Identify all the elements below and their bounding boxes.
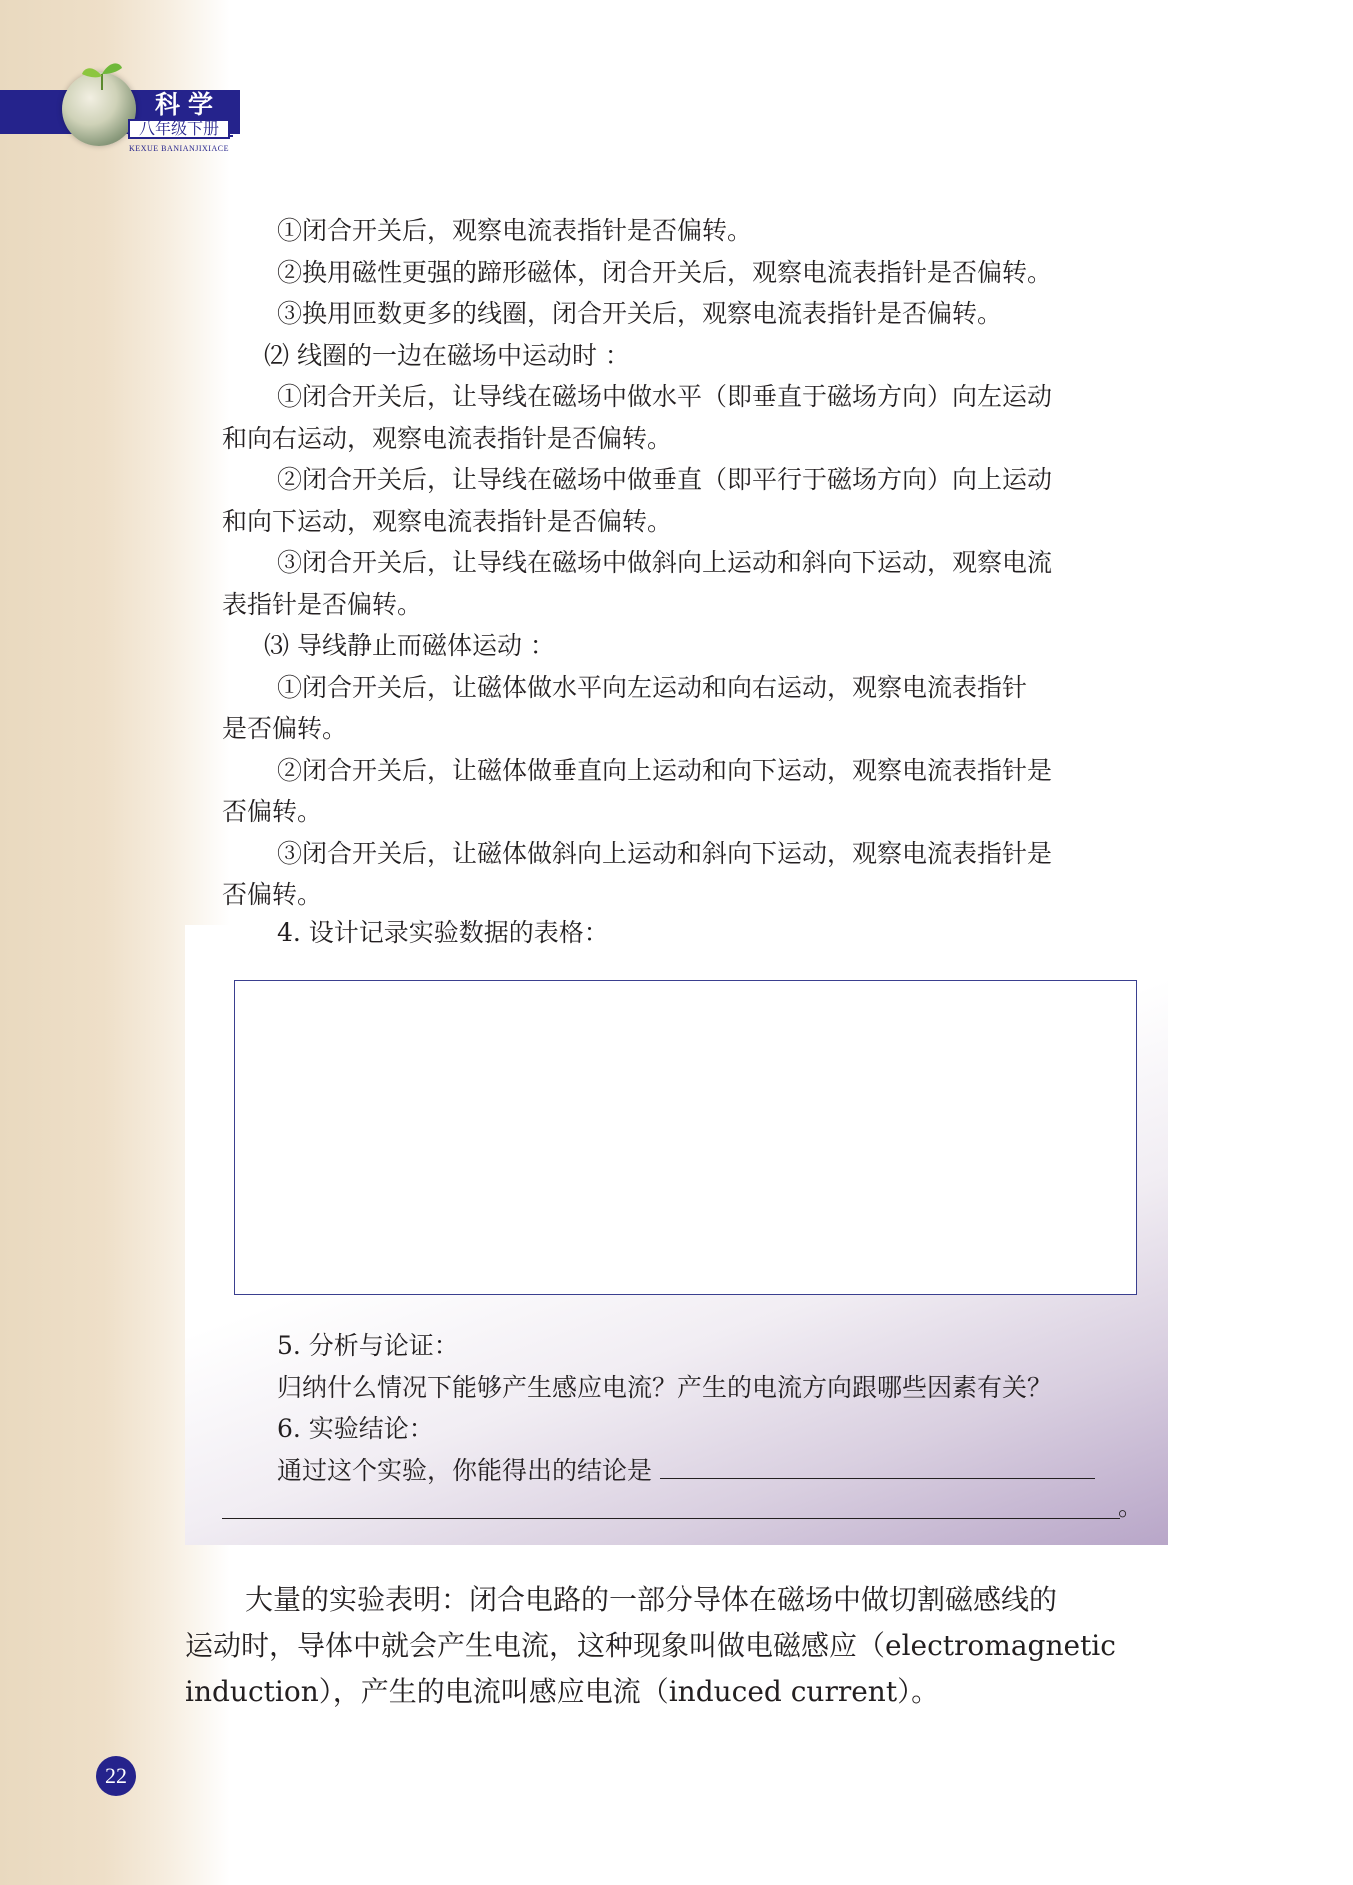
step-text: 否偏转。 (222, 880, 323, 909)
summary-line: 大量的实验表明：闭合电路的一部分导体在磁场中做切割磁感线的 (245, 1583, 1058, 1616)
book-grade-label: 八年级下册 (128, 119, 230, 139)
step-text: ①闭合开关后，让磁体做水平向左运动和向右运动，观察电流表指针 (277, 672, 1028, 702)
step-text: ①闭合开关后，观察电流表指针是否偏转。 (277, 216, 753, 245)
step-text: ②闭合开关后，让导线在磁场中做垂直（即平行于磁场方向）向上运动 (277, 465, 1053, 494)
step-text: 表指针是否偏转。 (222, 589, 423, 619)
conclusion-blank-line[interactable] (222, 1490, 1144, 1521)
step-heading-conclusion: 6. 实验结论： (277, 1414, 434, 1443)
summary-line: 运动时，导体中就会产生电流，这种现象叫做电磁感应（electromagnetic (185, 1629, 1116, 1662)
summary-paragraph (185, 1577, 1170, 1715)
book-pinyin-label: KEXUE BANIANJIXIACE (129, 144, 229, 153)
step-text: 是否偏转。 (222, 714, 348, 743)
step-text: ②闭合开关后，让磁体做垂直向上运动和向下运动，观察电流表指针是 (277, 755, 1053, 785)
step-heading-table: 4. 设计记录实验数据的表格： (277, 918, 609, 947)
step-text: ①闭合开关后，让导线在磁场中做水平（即垂直于磁场方向）向左运动 (277, 382, 1053, 411)
step-text: ③闭合开关后，让导线在磁场中做斜向上运动和斜向下运动，观察电流 (277, 548, 1053, 577)
conclusion-prompt-text: 通过这个实验，你能得出的结论是 (277, 1455, 653, 1485)
step-heading-analysis: 5. 分析与论证： (277, 1331, 459, 1360)
procedure-steps (222, 210, 1132, 916)
summary-line: induction），产生的电流叫感应电流（induced current）。 (185, 1675, 940, 1708)
book-subject-title: 科学 (154, 90, 221, 119)
page-number: 22 (96, 1756, 136, 1796)
step-text: ③换用匝数更多的线圈，闭合开关后，观察电流表指针是否偏转。 (277, 299, 1003, 328)
conclusion-blank[interactable] (660, 1450, 1095, 1479)
step-heading: ⑶ 导线静止而磁体运动 ： (264, 631, 555, 660)
conclusion-blank-2[interactable] (222, 1490, 1120, 1519)
step-text: ②换用磁性更强的蹄形磁体，闭合开关后，观察电流表指针是否偏转。 (277, 257, 1053, 287)
data-table-box[interactable] (234, 980, 1137, 1295)
analysis-section (222, 1325, 1162, 1491)
conclusion-prompt (222, 1450, 1162, 1492)
analysis-question: 归纳什么情况下能够产生感应电流？产生的电流方向跟哪些因素有关？ (277, 1372, 1053, 1402)
step-text: 否偏转。 (222, 797, 323, 826)
step-text: ③闭合开关后，让磁体做斜向上运动和斜向下运动，观察电流表指针是 (277, 838, 1053, 868)
step-text: 和向下运动，观察电流表指针是否偏转。 (222, 506, 673, 536)
conclusion-end-mark: 。 (1118, 1492, 1144, 1521)
step-text: 和向右运动，观察电流表指针是否偏转。 (222, 423, 673, 453)
sprout-icon (80, 60, 124, 90)
step-heading: ⑵ 线圈的一边在磁场中运动时 ： (264, 340, 630, 370)
